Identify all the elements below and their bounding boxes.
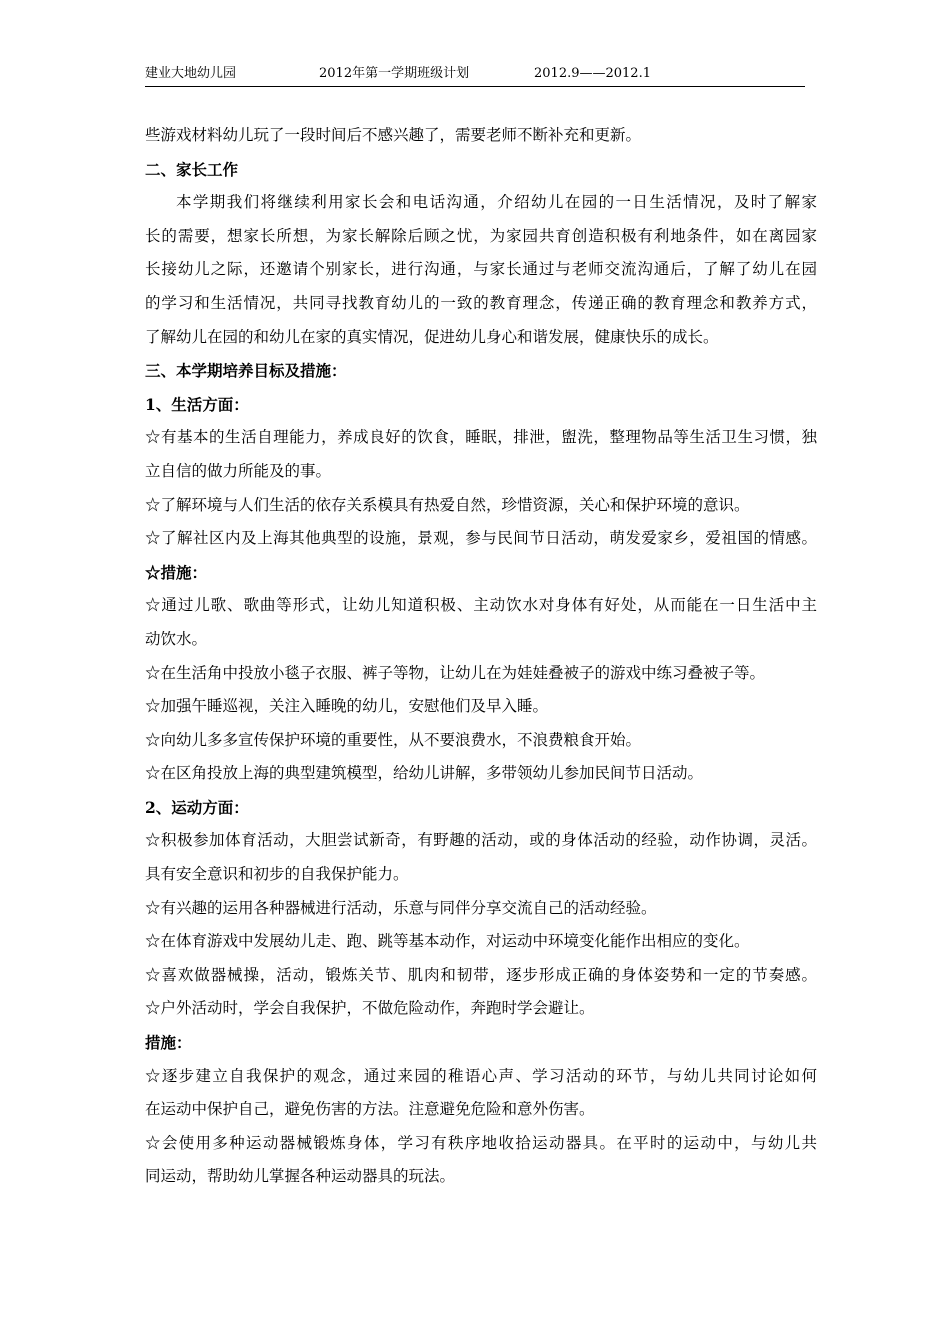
header-plan-title: 2012年第一学期班级计划 [319, 66, 470, 81]
paragraph-line: ☆积极参加体育活动，大胆尝试新奇，有野趣的活动，或的身体活动的经验，动作协调，灵活。 [145, 831, 817, 850]
paragraph-line: 本学期我们将继续利用家长会和电话沟通，介绍幼儿在园的一日生活情况，及时了解家 [176, 193, 817, 212]
section-heading: 措施： [145, 1033, 192, 1053]
paragraph-line: ☆喜欢做器械操，活动，锻炼关节、肌肉和韧带，逐步形成正确的身体姿势和一定的节奏感。 [145, 965, 817, 984]
paragraph-line: 具有安全意识和初步的自我保护能力。 [145, 865, 409, 884]
header-school-name: 建业大地幼儿园 [145, 66, 237, 81]
paragraph-line: 同运动，帮助幼儿掌握各种运动器具的玩法。 [145, 1167, 456, 1186]
section-heading: 1、生活方面： [145, 394, 249, 414]
paragraph-line: ☆通过儿歌、歌曲等形式，让幼儿知道积极、主动饮水对身体有好处，从而能在一日生活中主 [145, 596, 817, 615]
paragraph-line: ☆向幼儿多多宣传保护环境的重要性，从不要浪费水，不浪费粮食开始。 [145, 730, 642, 749]
paragraph-line: 立自信的做力所能及的事。 [145, 461, 332, 480]
section-heading: 2、运动方面： [145, 797, 249, 817]
paragraph-line: ☆逐步建立自我保护的观念，通过来园的稚语心声、学习活动的环节，与幼儿共同讨论如何 [145, 1066, 817, 1085]
header-date-range: 2012.9——2012.1 [534, 66, 651, 81]
page-header [145, 66, 805, 87]
paragraph-line: 在运动中保护自己，避免伤害的方法。注意避免危险和意外伤害。 [145, 1100, 595, 1119]
paragraph-line: 长接幼儿之际，还邀请个别家长，进行沟通，与家长通过与老师交流沟通后，了解了幼儿在园 [145, 260, 817, 279]
paragraph-line: 些游戏材料幼儿玩了一段时间后不感兴趣了，需要老师不断补充和更新。 [145, 126, 642, 144]
paragraph-line: ☆有基本的生活自理能力，养成良好的饮食，睡眠，排泄，盥洗，整理物品等生活卫生习惯，独 [145, 428, 817, 447]
paragraph-line: 动饮水。 [145, 629, 208, 648]
paragraph-line: ☆了解环境与人们生活的依存关系模具有热爱自然，珍惜资源，关心和保护环境的意识。 [145, 495, 750, 514]
paragraph-line: ☆在生活角中投放小毯子衣服、裤子等物，让幼儿在为娃娃叠被子的游戏中练习叠被子等。 [145, 663, 766, 682]
paragraph-line: ☆户外活动时，学会自我保护，不做危险动作，奔跑时学会避让。 [145, 999, 595, 1018]
section-heading: 二、家长工作 [145, 159, 239, 179]
paragraph-line: ☆有兴趣的运用各种器械进行活动，乐意与同伴分享交流自己的活动经验。 [145, 898, 657, 917]
document-body [145, 119, 817, 1194]
paragraph-line: ☆在体育游戏中发展幼儿走、跑、跳等基本动作，对运动中环境变化能作出相应的变化。 [145, 932, 750, 951]
paragraph-line: ☆会使用多种运动器械锻炼身体，学习有秩序地收拾运动器具。在平时的运动中，与幼儿共 [145, 1133, 817, 1152]
paragraph-line: 了解幼儿在园的和幼儿在家的真实情况，促进幼儿身心和谐发展，健康快乐的成长。 [145, 327, 719, 346]
paragraph-line: 的学习和生活情况，共同寻找教育幼儿的一致的教育理念，传递正确的教育理念和教养方式， [145, 293, 817, 312]
paragraph-line: ☆在区角投放上海的典型建筑模型，给幼儿讲解，多带领幼儿参加民间节日活动。 [145, 764, 704, 783]
paragraph-line: ☆了解社区内及上海其他典型的设施，景观，参与民间节日活动，萌发爱家乡，爱祖国的情感。 [145, 529, 817, 548]
section-heading: 三、本学期培养目标及措施： [145, 361, 347, 381]
paragraph-line: ☆加强午睡巡视，关注入睡晚的幼儿，安慰他们及早入睡。 [145, 697, 549, 716]
paragraph-line: 长的需要，想家长所想，为家长解除后顾之忧，为家园共育创造积极有利地条件，如在离园家 [145, 226, 817, 245]
section-heading: ☆措施： [145, 562, 208, 582]
